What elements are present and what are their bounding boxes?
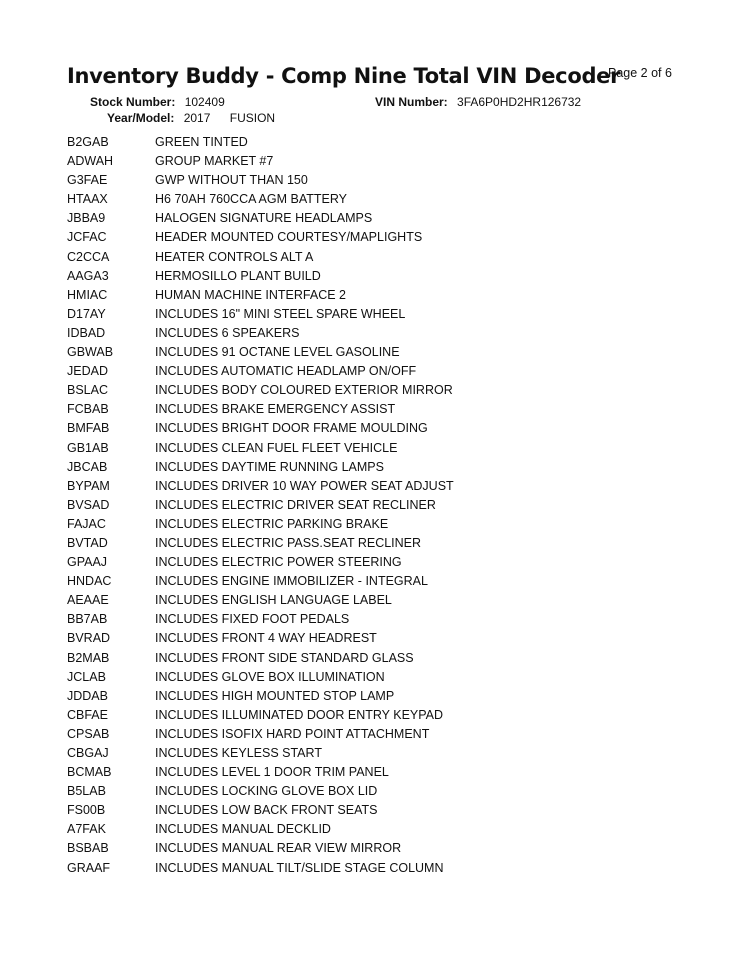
option-row [67,515,687,534]
option-description: INCLUDES KEYLESS START [155,746,322,760]
option-code: JDDAB [67,688,108,703]
option-code: B2GAB [67,135,109,149]
option-description: GREEN TINTED [155,135,248,149]
option-code: G3FAE [67,173,108,188]
option-row [67,439,687,458]
option-code: BSLAC [67,383,108,398]
option-description: H6 70AH 760CCA AGM BATTERY [155,192,347,207]
option-code: HTAAX [67,192,108,207]
option-row [67,419,687,438]
option-description: GWP WITHOUT THAN 150 [155,173,308,188]
option-row [67,649,687,668]
option-row [67,534,687,553]
option-row [67,343,687,362]
page-number: Page 2 of 6 [608,66,672,80]
option-description: INCLUDES 6 SPEAKERS [155,325,300,340]
option-description: INCLUDES 16" MINI STEEL SPARE WHEEL [155,306,406,321]
model-value: FUSION [229,111,276,125]
option-code: GBWAB [67,345,114,360]
option-code: JBCAB [67,459,108,474]
option-row [67,859,687,878]
option-row [67,668,687,687]
option-row [67,305,687,324]
option-description: INCLUDES LOCKING GLOVE BOX LID [155,784,378,799]
option-description: HALOGEN SIGNATURE HEADLAMPS [155,211,373,226]
option-code: BCMAB [67,765,112,780]
option-description: INCLUDES ENGLISH LANGUAGE LABEL [155,593,392,608]
option-code: AEAAE [67,593,109,608]
option-row [67,610,687,629]
option-description: HERMOSILLO PLANT BUILD [155,268,321,283]
option-description: INCLUDES ELECTRIC DRIVER SEAT RECLINER [155,497,436,512]
option-description: INCLUDES MANUAL REAR VIEW MIRROR [155,841,402,856]
option-description: INCLUDES 91 OCTANE LEVEL GASOLINE [155,345,400,360]
option-code: BVSAD [67,497,110,512]
option-code: FCBAB [67,402,109,417]
option-description: INCLUDES BODY COLOURED EXTERIOR MIRROR [155,383,453,398]
option-code: BSBAB [67,841,109,856]
option-code: A7FAK [67,822,106,837]
option-code: GRAAF [67,860,111,875]
vin-value: 3FA6P0HD2HR126732 [457,95,582,109]
option-code: CBFAE [67,707,108,722]
option-code: B2MAB [67,650,110,665]
option-row [67,782,687,801]
option-description: INCLUDES ELECTRIC POWER STEERING [155,555,402,570]
option-description: INCLUDES CLEAN FUEL FLEET VEHICLE [155,440,398,455]
option-code: GB1AB [67,440,109,455]
option-code: FS00B [67,803,106,818]
option-code: BB7AB [67,612,108,627]
option-row [67,171,687,190]
option-row [67,267,687,286]
option-row [67,839,687,858]
year-model-line [107,111,275,125]
vin-line [375,95,581,109]
option-code: CBGAJ [67,746,109,760]
option-row [67,725,687,744]
option-row [67,591,687,610]
option-code: BVTAD [67,535,108,550]
option-code: CPSAB [67,726,110,741]
option-description: HEATER CONTROLS ALT A [155,249,314,264]
year-value: 2017 [183,111,211,125]
stock-number-line [90,95,225,109]
option-description: INCLUDES ELECTRIC PARKING BRAKE [155,516,389,531]
option-description: INCLUDES BRAKE EMERGENCY ASSIST [155,402,396,417]
option-code: D17AY [67,306,106,321]
option-row [67,362,687,381]
option-code: BMFAB [67,421,110,436]
vin-label: VIN Number: [375,95,448,109]
option-code: ADWAH [67,154,114,169]
option-code-list [67,133,687,878]
option-description: INCLUDES LEVEL 1 DOOR TRIM PANEL [155,765,389,780]
option-code: BVRAD [67,631,111,646]
option-code: FAJAC [67,516,106,531]
year-model-label: Year/Model: [107,111,175,125]
option-description: INCLUDES AUTOMATIC HEADLAMP ON/OFF [155,364,417,379]
option-description: INCLUDES FRONT SIDE STANDARD GLASS [155,650,414,665]
option-description: INCLUDES BRIGHT DOOR FRAME MOULDING [155,421,428,436]
option-description: INCLUDES DAYTIME RUNNING LAMPS [155,459,384,474]
option-row [67,133,687,152]
option-code: HNDAC [67,574,112,589]
option-row [67,381,687,400]
option-row [67,324,687,343]
option-row [67,687,687,706]
option-description: INCLUDES ENGINE IMMOBILIZER - INTEGRAL [155,574,428,589]
option-description: INCLUDES ISOFIX HARD POINT ATTACHMENT [155,726,430,741]
option-row [67,152,687,171]
option-description: INCLUDES HIGH MOUNTED STOP LAMP [155,688,395,703]
option-description: INCLUDES DRIVER 10 WAY POWER SEAT ADJUST [155,478,454,493]
option-row [67,248,687,267]
option-row [67,706,687,725]
option-code: IDBAD [67,325,106,340]
option-description: GROUP MARKET #7 [155,154,274,169]
option-description: INCLUDES MANUAL DECKLID [155,822,331,837]
option-code: B5LAB [67,784,106,799]
option-code: C2CCA [67,249,110,264]
option-row [67,400,687,419]
option-description: INCLUDES ILLUMINATED DOOR ENTRY KEYPAD [155,707,444,722]
option-code: JEDAD [67,364,108,379]
option-code: AAGA3 [67,268,109,283]
option-row [67,286,687,305]
option-row [67,228,687,247]
option-row [67,458,687,477]
option-description: HEADER MOUNTED COURTESY/MAPLIGHTS [155,230,423,245]
option-row [67,629,687,648]
option-code: HMIAC [67,287,108,302]
option-description: INCLUDES GLOVE BOX ILLUMINATION [155,669,385,684]
option-code: BYPAM [67,478,110,493]
option-row [67,496,687,515]
option-code: GPAAJ [67,555,108,570]
option-row [67,477,687,496]
option-code: JBBA9 [67,211,106,226]
option-description: INCLUDES LOW BACK FRONT SEATS [155,803,378,818]
option-row [67,190,687,209]
option-row [67,801,687,820]
option-row [67,744,687,763]
document-title: Inventory Buddy - Comp Nine Total VIN Decoder [67,64,621,88]
option-description: INCLUDES FRONT 4 WAY HEADREST [155,631,377,646]
option-row [67,763,687,782]
option-code: JCLAB [67,669,106,684]
option-description: HUMAN MACHINE INTERFACE 2 [155,287,346,302]
option-row [67,209,687,228]
option-code: JCFAC [67,230,107,245]
option-row [67,553,687,572]
option-row [67,820,687,839]
option-description: INCLUDES ELECTRIC PASS.SEAT RECLINER [155,535,422,550]
option-row [67,572,687,591]
option-description: INCLUDES FIXED FOOT PEDALS [155,612,350,627]
option-description: INCLUDES MANUAL TILT/SLIDE STAGE COLUMN [155,860,444,875]
stock-number-value: 102409 [184,95,225,109]
stock-number-label: Stock Number: [90,95,176,109]
